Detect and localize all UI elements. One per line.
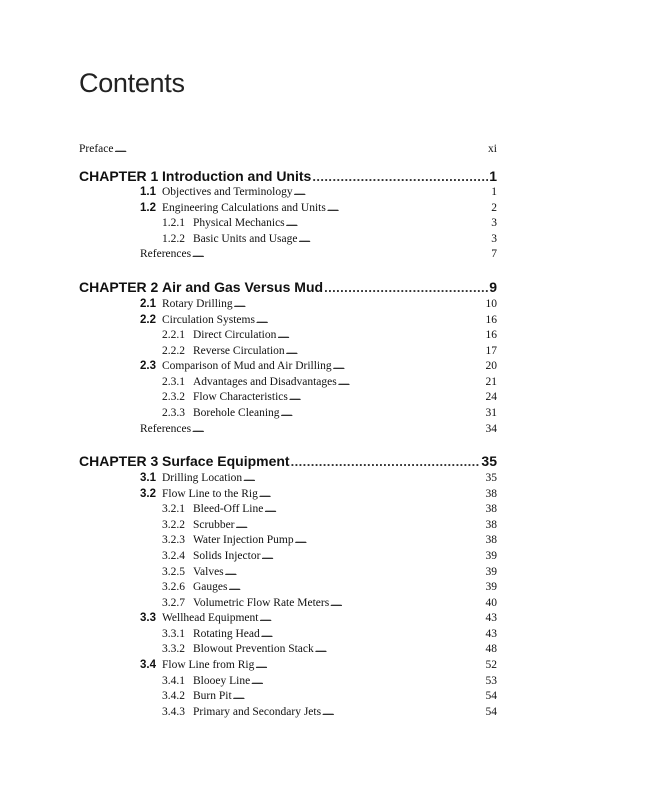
toc-section[interactable] [140,297,497,311]
page-number: 1 [491,186,497,198]
toc-subsection[interactable] [162,390,497,404]
leader-dots [251,674,484,688]
toc-references[interactable] [140,422,497,436]
subsection-number: 3.2.2 [162,519,185,531]
entry-label: Water Injection Pump [193,534,294,546]
page-number: 53 [485,675,497,687]
leader-dots [333,359,485,373]
leader-dots [192,422,484,436]
entry-label: Flow Line to the Rig [162,488,258,500]
subsection-number: 3.4.2 [162,690,185,702]
leader-dots [327,201,490,215]
subsection-number: 1.2.1 [162,217,185,229]
subsection-number: 3.2.4 [162,550,185,562]
leader-dots [277,328,484,342]
entry-label: Volumetric Flow Rate Meters [193,597,330,609]
leader-dots [225,565,485,579]
entry-label: Blooey Line [193,675,251,687]
page-number: 54 [485,706,497,718]
entry-label: Surface Equipment [162,453,290,469]
toc-subsection[interactable] [162,705,497,719]
page-number: 54 [485,690,497,702]
page-number: 35 [481,453,497,469]
toc-subsection[interactable] [162,518,497,532]
subsection-number: 2.2.2 [162,345,185,357]
toc-section[interactable] [140,185,497,199]
leader-dots [264,502,484,516]
entry-label: Preface [79,143,114,155]
toc-entry-preface[interactable] [79,142,497,156]
toc-section[interactable] [140,487,497,501]
page-number: 9 [489,279,497,295]
toc-subsection[interactable] [162,533,497,547]
page-number: 17 [485,345,497,357]
toc-references[interactable] [140,247,497,261]
section-number: 2.1 [140,298,156,310]
page-number: 52 [485,659,497,671]
page-number: 39 [485,581,497,593]
toc-subsection[interactable] [162,375,497,389]
page-number: 1 [489,168,497,184]
leader-dots [256,313,485,327]
leader-dots [315,642,485,656]
leader-dots [243,471,484,485]
toc-subsection[interactable] [162,328,497,342]
entry-label: Solids Injector [193,550,261,562]
page-number: 20 [485,360,497,372]
entry-label: Comparison of Mud and Air Drilling [162,360,332,372]
page-number: 2 [491,202,497,214]
page-number: 31 [485,407,497,419]
subsection-number: 1.2.2 [162,233,185,245]
leader-dots [289,390,485,404]
entry-label: References [140,423,192,435]
subsection-number: 3.3.1 [162,628,185,640]
toc-section[interactable] [140,611,497,625]
toc-chapter-heading[interactable] [79,278,497,297]
entry-label: Objectives and Terminology [162,186,293,198]
subsection-number: 2.2.1 [162,329,185,341]
page-number: 7 [491,248,497,260]
entry-label: Wellhead Equipment [162,612,259,624]
section-number: 3.2 [140,488,156,500]
entry-label: Air and Gas Versus Mud [162,279,324,295]
page-number: 24 [485,391,497,403]
entry-label: Rotating Head [193,628,260,640]
page-number: 16 [485,329,497,341]
leader-dots [286,216,491,230]
toc-chapter-heading[interactable] [79,452,497,471]
page-number: 40 [485,597,497,609]
entry-label: Bleed-Off Line [193,503,264,515]
leader-dots [114,142,487,156]
leader-dots [324,278,488,297]
entry-label: Valves [193,566,224,578]
chapter-number: CHAPTER 2 [79,279,159,295]
entry-label: Advantages and Disadvantages [193,376,337,388]
page-number: 39 [485,550,497,562]
subsection-number: 2.3.3 [162,407,185,419]
toc-subsection[interactable] [162,232,497,246]
leader-dots [286,344,485,358]
toc-subsection[interactable] [162,674,497,688]
page-number: 3 [491,233,497,245]
leader-dots [291,452,481,471]
page-number: 43 [485,612,497,624]
leader-dots [295,533,485,547]
toc-subsection[interactable] [162,689,497,703]
leader-dots [259,611,484,625]
entry-label: Drilling Location [162,472,243,484]
page-number: 43 [485,628,497,640]
entry-label: References [140,248,192,260]
leader-dots [294,185,491,199]
section-number: 1.2 [140,202,156,214]
toc-subsection[interactable] [162,502,497,516]
entry-label: Flow Line from Rig [162,659,255,671]
leader-dots [261,549,484,563]
page-number: 48 [485,643,497,655]
subsection-number: 3.2.6 [162,581,185,593]
page-number: 10 [485,298,497,310]
entry-label: Blowout Prevention Stack [193,643,314,655]
leader-dots [233,689,485,703]
page-number: 39 [485,566,497,578]
leader-dots [338,375,485,389]
leader-dots [261,627,485,641]
entry-label: Rotary Drilling [162,298,233,310]
subsection-number: 3.4.1 [162,675,185,687]
section-number: 1.1 [140,186,156,198]
page-number: xi [488,143,497,155]
page-number: 38 [485,519,497,531]
leader-dots [281,406,485,420]
subsection-number: 3.2.7 [162,597,185,609]
page-number: 3 [491,217,497,229]
toc-section[interactable] [140,201,497,215]
subsection-number: 2.3.1 [162,376,185,388]
toc-section[interactable] [140,313,497,327]
page-title: Contents [79,68,185,98]
leader-dots [330,596,484,610]
subsection-number: 3.2.1 [162,503,185,515]
chapter-number: CHAPTER 3 [79,453,159,469]
toc-section[interactable] [140,471,497,485]
subsection-number: 3.4.3 [162,706,185,718]
section-number: 2.2 [140,314,156,326]
toc-subsection[interactable] [162,565,497,579]
leader-dots [229,580,485,594]
entry-label: Borehole Cleaning [193,407,280,419]
subsection-number: 3.2.5 [162,566,185,578]
section-number: 2.3 [140,360,156,372]
toc-subsection[interactable] [162,596,497,610]
leader-dots [312,167,488,186]
toc-section[interactable] [140,658,497,672]
toc-subsection[interactable] [162,406,497,420]
entry-label: Circulation Systems [162,314,255,326]
leader-dots [298,232,490,246]
entry-label: Burn Pit [193,690,232,702]
toc-chapter-heading[interactable] [79,167,497,186]
section-number: 3.1 [140,472,156,484]
toc-subsection[interactable] [162,642,497,656]
page-number: 38 [485,534,497,546]
toc-subsection[interactable] [162,627,497,641]
subsection-number: 3.2.3 [162,534,185,546]
entry-label: Scrubber [193,519,235,531]
page-number: 16 [485,314,497,326]
entry-label: Basic Units and Usage [193,233,298,245]
section-number: 3.4 [140,659,156,671]
toc-subsection[interactable] [162,549,497,563]
section-number: 3.3 [140,612,156,624]
entry-label: Flow Characteristics [193,391,288,403]
chapter-number: CHAPTER 1 [79,168,159,184]
page-number: 21 [485,376,497,388]
subsection-number: 2.3.2 [162,391,185,403]
page-number: 38 [485,488,497,500]
page-number: 35 [485,472,497,484]
toc-subsection[interactable] [162,216,497,230]
leader-dots [259,487,485,501]
entry-label: Physical Mechanics [193,217,285,229]
entry-label: Primary and Secondary Jets [193,706,322,718]
page-number: 34 [485,423,497,435]
entry-label: Direct Circulation [193,329,277,341]
leader-dots [322,705,484,719]
leader-dots [192,247,490,261]
toc-subsection[interactable] [162,344,497,358]
toc-subsection[interactable] [162,580,497,594]
leader-dots [255,658,484,672]
entry-label: Reverse Circulation [193,345,285,357]
entry-label: Engineering Calculations and Units [162,202,326,214]
entry-label: Gauges [193,581,228,593]
entry-label: Introduction and Units [162,168,312,184]
leader-dots [236,518,485,532]
page-number: 38 [485,503,497,515]
subsection-number: 3.3.2 [162,643,185,655]
toc-section[interactable] [140,359,497,373]
leader-dots [234,297,485,311]
